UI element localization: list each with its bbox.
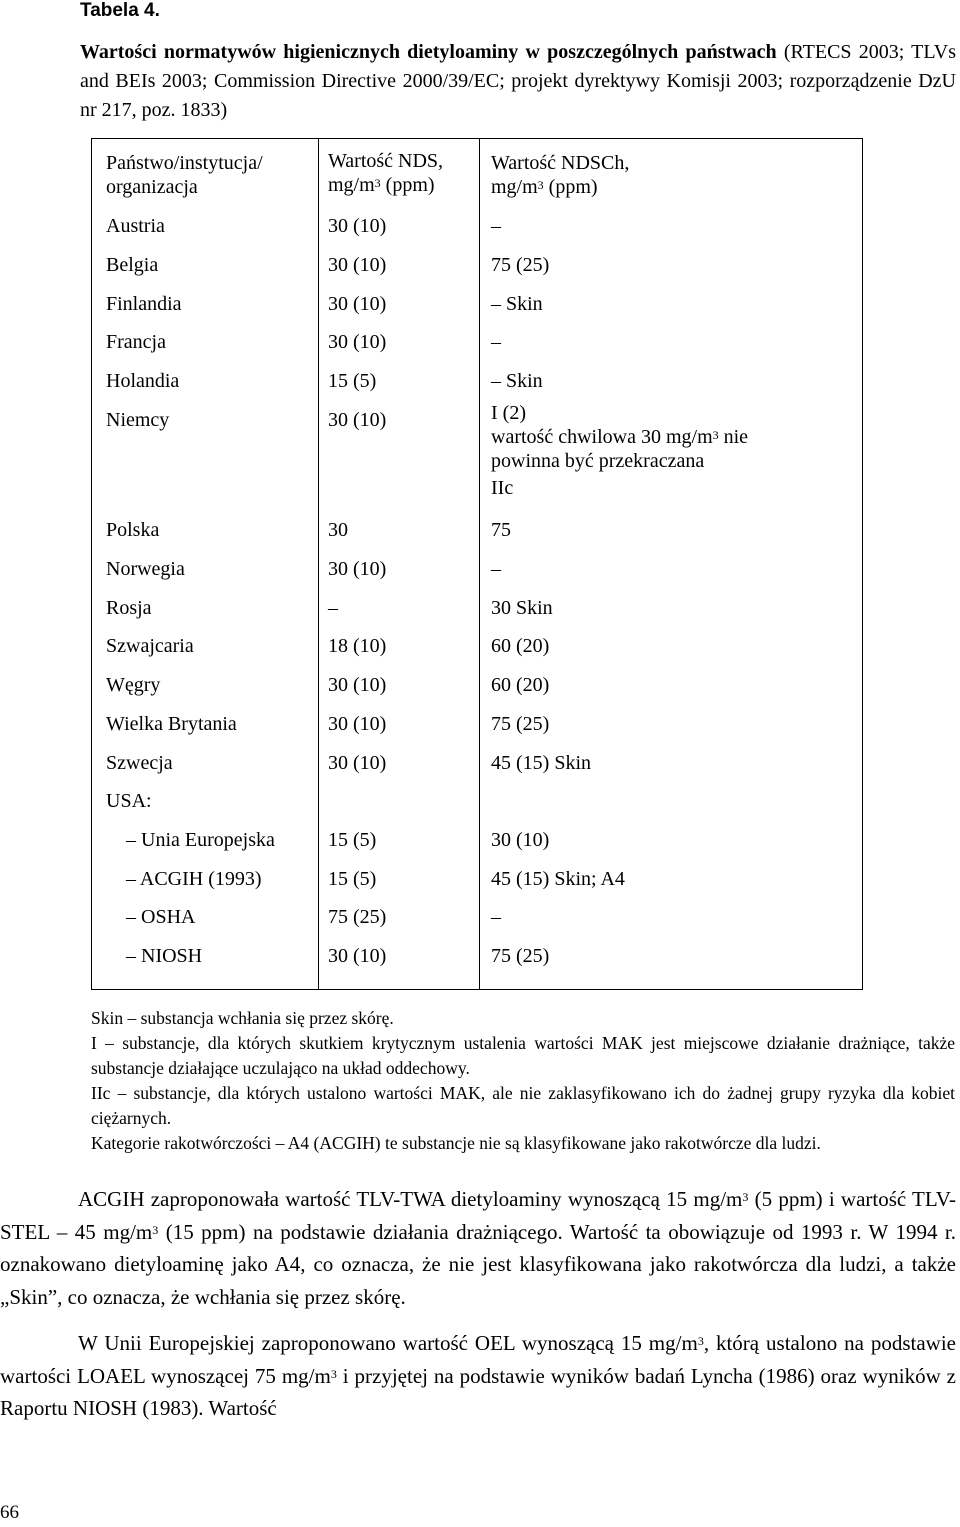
row-austria-nds: 30 (10) — [328, 215, 387, 237]
paragraph-eu: W Unii Europejskiej zaproponowano wartość OEL wynoszącą 15 $mg/m^3$, którą ustalono na podstawie wartości LOAEL wynoszącej 75 $mg/m^3$ i przyjętej na podstawie wyników badań Lyncha (1986) oraz wyników z Raportu NIOSH (1983). Wartość — [0, 1331, 956, 1420]
row-francja-country: Francja — [106, 331, 166, 353]
row-niemcy-nds: 30 (10) — [328, 409, 387, 431]
row-niosh-country: – NIOSH — [126, 945, 203, 967]
row-belgia-ndsch: 75 (25) — [491, 254, 550, 276]
row-acgih-nds: 15 (5) — [328, 868, 377, 890]
row-osha-ndsch: – — [491, 906, 501, 928]
row-norwegia-nds: 30 (10) — [328, 558, 387, 580]
row-polska-nds: 30 — [328, 519, 348, 541]
row-szwecja-ndsch: 45 (15) Skin — [491, 752, 591, 774]
row-szwajcaria-country: Szwajcaria — [106, 635, 194, 657]
row-wegry-nds: 30 (10) — [328, 674, 387, 696]
row-szwecja-country: Szwecja — [106, 752, 173, 774]
row-usa-country: USA: — [106, 790, 152, 812]
column-divider-2 — [479, 139, 480, 989]
standards-table — [91, 138, 863, 990]
row-finlandia-country: Finlandia — [106, 293, 182, 315]
row-eu-ndsch: 30 (10) — [491, 829, 550, 851]
row-szwajcaria-nds: 18 (10) — [328, 635, 387, 657]
header-ndsch: Wartość NDSCh, $mg/m^3$ (ppm) — [491, 152, 630, 198]
row-norwegia-ndsch: – — [491, 558, 501, 580]
row-rosja-nds: – — [328, 597, 338, 619]
row-wegry-country: Węgry — [106, 674, 161, 696]
footnote-skin: Skin – substancja wchłania się przez skórę. — [91, 1008, 394, 1028]
row-eu-nds: 15 (5) — [328, 829, 377, 851]
row-wielka-brytania-nds: 30 (10) — [328, 713, 387, 735]
body-text — [0, 1183, 956, 1425]
row-norwegia-country: Norwegia — [106, 558, 185, 580]
row-austria-ndsch: – — [491, 215, 501, 237]
header-nds: Wartość NDS, $mg/m^3$ (ppm) — [328, 150, 444, 196]
footnote-i: I – substancje, dla których skutkiem krytycznym ustalenia wartości MAK jest miejscowe działanie drażniące, także substancje działające uczulająco na układ oddechowy. — [91, 1033, 955, 1078]
row-niosh-nds: 30 (10) — [328, 945, 387, 967]
row-wegry-ndsch: 60 (20) — [491, 674, 550, 696]
row-wielka-brytania-country: Wielka Brytania — [106, 713, 237, 735]
row-holandia-ndsch: – Skin — [491, 370, 543, 392]
paragraph-acgih: ACGIH zaproponowała wartość TLV-TWA dietyloaminy wynoszącą 15 $mg/m^3$ (5 ppm) i wartość TLV-STEL – 45 $mg/m^3$ (15 ppm) na podstawie działania drażniącego. Wartość ta obowiązuje od 1993 r. W 1994 r. oznakowano dietyloaminę jako A4, co oznacza, że nie jest klasyfikowana jako rakotwórcza dla ludzi, a także „Skin”, co oznacza, że wchłania się przez skórę. — [0, 1187, 956, 1309]
table-label: Tabela 4. — [80, 0, 160, 21]
row-francja-ndsch: – — [491, 331, 501, 353]
row-niosh-ndsch: 75 (25) — [491, 945, 550, 967]
row-osha-country: – OSHA — [126, 906, 196, 928]
table-title-sources: (RTECS 2003; TLVs and BEIs 2003; Commission Directive 2000/39/EC; projekt dyrektywy Komisji 2003; rozporządzenie DzU nr 217, poz. 1833) — [80, 41, 956, 121]
row-austria-country: Austria — [106, 215, 165, 237]
row-szwecja-nds: 30 (10) — [328, 752, 387, 774]
row-acgih-country: – ACGIH (1993) — [126, 868, 262, 890]
row-finlandia-ndsch: – Skin — [491, 293, 543, 315]
row-niemcy-ndsch: I (2) wartość chwilowa 30 $mg/m^3$ nie powinna być przekraczana IIc — [491, 402, 749, 499]
table-footnotes — [91, 1006, 955, 1156]
row-rosja-country: Rosja — [106, 597, 152, 619]
row-szwajcaria-ndsch: 60 (20) — [491, 635, 550, 657]
row-wielka-brytania-ndsch: 75 (25) — [491, 713, 550, 735]
row-holandia-nds: 15 (5) — [328, 370, 377, 392]
page-number: 66 — [0, 1502, 19, 1523]
row-finlandia-nds: 30 (10) — [328, 293, 387, 315]
row-belgia-country: Belgia — [106, 254, 159, 276]
table-title-bold: Wartości normatywów higienicznych dietyloaminy w poszczególnych państwach — [80, 41, 777, 63]
row-eu-country: – Unia Europejska — [126, 829, 275, 851]
row-polska-ndsch: 75 — [491, 519, 511, 541]
row-osha-nds: 75 (25) — [328, 906, 387, 928]
row-belgia-nds: 30 (10) — [328, 254, 387, 276]
footnote-iic: IIc – substancje, dla których ustalono wartości MAK, ale nie zaklasyfikowano ich do żadnej grupy ryzyka dla kobiet ciężarnych. — [91, 1083, 955, 1128]
row-niemcy-country: Niemcy — [106, 409, 170, 431]
table-title — [80, 38, 956, 125]
row-polska-country: Polska — [106, 519, 160, 541]
header-country: Państwo/instytucja/ organizacja — [106, 152, 263, 198]
row-francja-nds: 30 (10) — [328, 331, 387, 353]
row-acgih-ndsch: 45 (15) Skin; A4 — [491, 868, 625, 890]
column-divider-1 — [318, 139, 319, 989]
row-rosja-ndsch: 30 Skin — [491, 597, 553, 619]
row-holandia-country: Holandia — [106, 370, 180, 392]
footnote-carcinogenicity: Kategorie rakotwórczości – A4 (ACGIH) te substancje nie są klasyfikowane jako rakotwórcze dla ludzi. — [91, 1133, 821, 1153]
